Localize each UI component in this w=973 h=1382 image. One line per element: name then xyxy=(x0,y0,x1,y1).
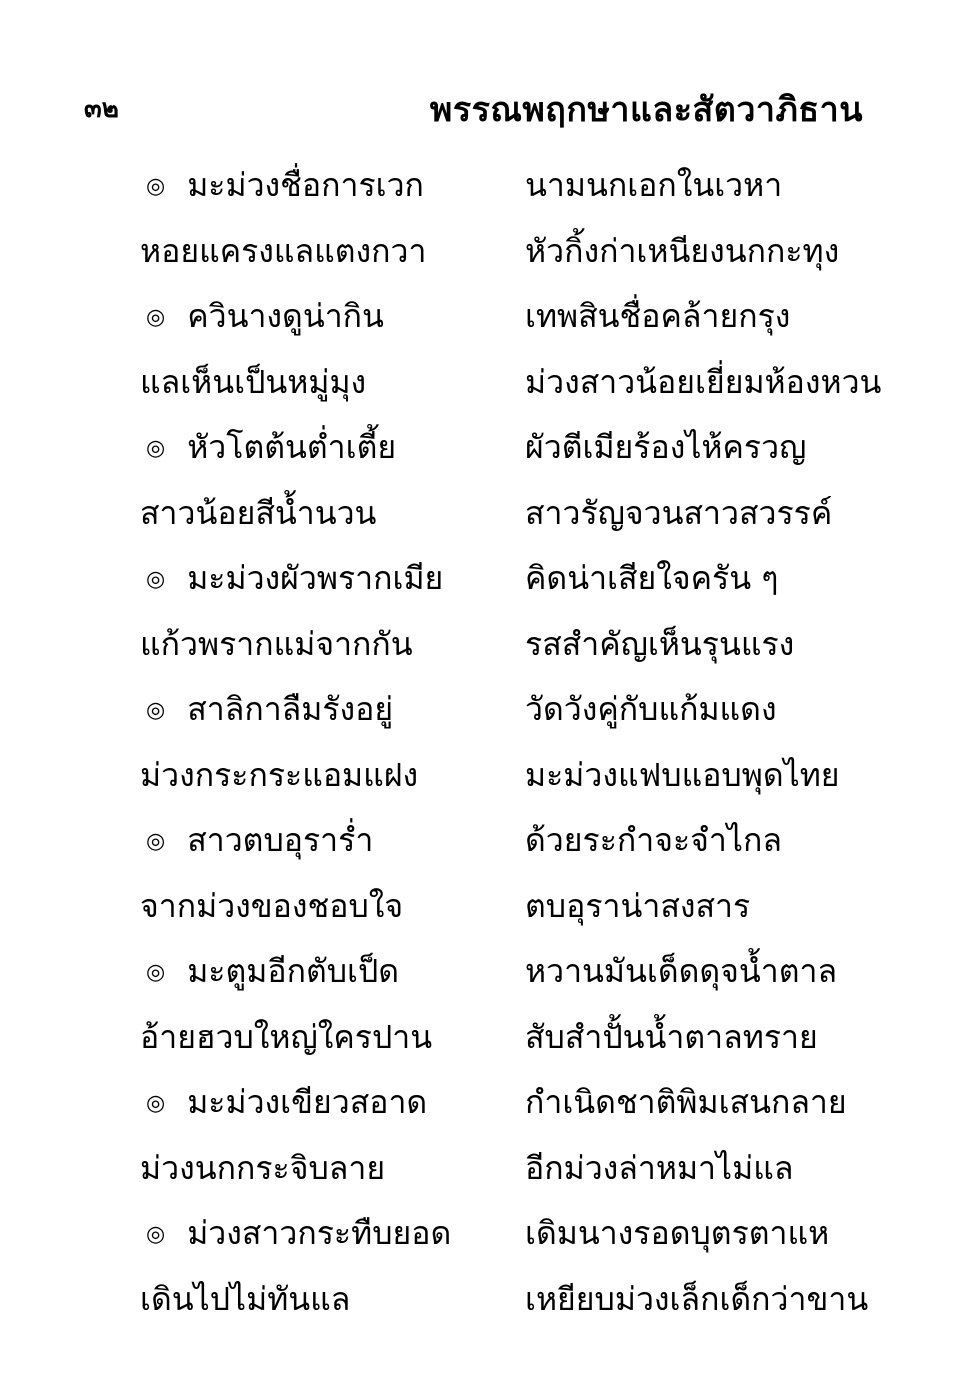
poem-line-right-text: ผัวตีเมียร้องไห้ครวญ xyxy=(525,428,807,466)
poem-line-right-text: เดิมนางรอดบุตรตาแห xyxy=(525,1214,830,1252)
poem-line-left xyxy=(146,553,443,604)
poem-line-left xyxy=(140,750,418,801)
poem-line-left-text: ม่วงนกกระจิบลาย xyxy=(140,1148,386,1187)
poem-line-right-text: อีกม่วงล่าหมาไม่แล xyxy=(525,1148,794,1187)
poem-line xyxy=(0,619,973,685)
poem-line xyxy=(0,815,973,881)
poem-line-right-text: หวานมันเด็ดดุจน้ำตาล xyxy=(525,952,838,990)
poem-line-left-text: มะม่วงชื่อการเวก xyxy=(187,166,424,204)
poem-line-left-text: สาวตบอุราร่ำ xyxy=(187,821,374,859)
poem-line-left xyxy=(146,1208,451,1259)
poem-line xyxy=(0,226,973,292)
poem-line-right-text: เหยียบม่วงเล็กเด็กว่าขาน xyxy=(525,1279,869,1318)
poem-line-left-text: สาวน้อยสีน้ำนวน xyxy=(140,493,377,532)
stanza-marker-icon: ◎ xyxy=(146,1222,166,1247)
poem-line-left xyxy=(140,619,413,670)
poem-line xyxy=(0,160,973,226)
poem-line-left xyxy=(140,1143,385,1194)
poem-line-left-text: แก้วพรากแม่จากกัน xyxy=(140,624,413,663)
poem-line-left xyxy=(140,226,426,277)
poem-line-right-text: กำเนิดชาติพิมเสนกลาย xyxy=(525,1083,847,1121)
poem-body xyxy=(0,160,973,1339)
poem-line xyxy=(0,881,973,947)
stanza-marker-icon: ◎ xyxy=(146,567,166,592)
poem-line xyxy=(0,422,973,488)
stanza-marker-icon: ◎ xyxy=(146,174,166,199)
poem-line-right-text: วัดวังคู่กับแก้มแดง xyxy=(525,690,777,728)
poem-line-left-text: ม่วงสาวกระทืบยอด xyxy=(187,1214,452,1252)
poem-line-right-text: นามนกเอกในเวหา xyxy=(525,166,783,204)
poem-line xyxy=(0,1143,973,1209)
poem-line-right-text: ด้วยระกำจะจำไกล xyxy=(525,821,782,859)
stanza-marker-icon: ◎ xyxy=(146,305,166,330)
stanza-marker-icon: ◎ xyxy=(146,1091,166,1116)
poem-line-left-text: เดินไปไม่ทันแล xyxy=(140,1279,351,1318)
poem-line-left-text: ควินางดูน่ากิน xyxy=(187,297,384,335)
stanza-marker-icon: ◎ xyxy=(146,436,166,461)
poem-line-right-text: มะม่วงแฟบแอบพุดไทย xyxy=(525,755,840,794)
poem-line-left xyxy=(146,946,399,997)
poem-line-left-text: อ้ายฮวบใหญ่ใครปาน xyxy=(140,1017,433,1056)
poem-line xyxy=(0,750,973,816)
page-title: พรรณพฤกษาและสัตวาภิธาน xyxy=(429,90,863,130)
poem-line-left xyxy=(140,1274,350,1325)
poem-line-left-text: มะม่วงผัวพรากเมีย xyxy=(187,559,444,597)
poem-line xyxy=(0,1077,973,1143)
poem-line-right-text: สับสำปั้นน้ำตาลทราย xyxy=(525,1017,818,1056)
poem-line-left-text: หัวโตต้นต่ำเตี้ย xyxy=(187,428,397,466)
poem-line-left-text: ม่วงกระกระแอมแฝง xyxy=(140,755,419,794)
poem-line-right-text: คิดน่าเสียใจครัน ๆ xyxy=(525,559,779,597)
page-number: ๓๒ xyxy=(84,94,119,124)
poem-line xyxy=(0,291,973,357)
poem-line-left xyxy=(146,160,424,211)
poem-line-right-text: ตบอุราน่าสงสาร xyxy=(525,886,751,925)
poem-line-left-text: แลเห็นเป็นหมู่มุง xyxy=(140,362,367,401)
stanza-marker-icon: ◎ xyxy=(146,698,166,723)
poem-line-left xyxy=(146,684,393,735)
poem-line-left-text: หอยแครงแลแตงกวา xyxy=(140,231,427,270)
poem-line-right-text: หัวกิ้งก่าเหนียงนกกะทุง xyxy=(525,231,840,270)
poem-line-left xyxy=(140,881,403,932)
poem-line-left-text: มะม่วงเขียวสอาด xyxy=(187,1083,428,1121)
poem-line-left xyxy=(140,357,366,408)
poem-line xyxy=(0,946,973,1012)
poem-line-right-text: ม่วงสาวน้อยเยี่ยมห้องหวน xyxy=(525,362,882,401)
poem-line-left xyxy=(146,815,373,866)
poem-line xyxy=(0,1012,973,1078)
poem-line-left xyxy=(140,488,376,539)
poem-line-left xyxy=(146,422,396,473)
poem-line-left-text: มะตูมอีกตับเป็ด xyxy=(187,952,400,990)
poem-line-left xyxy=(146,1077,427,1128)
poem-line-right-text: สาวรัญจวนสาวสวรรค์ xyxy=(525,493,833,532)
poem-line xyxy=(0,1274,973,1340)
poem-line xyxy=(0,553,973,619)
poem-line xyxy=(0,488,973,554)
poem-line-left-text: จากม่วงของชอบใจ xyxy=(140,886,404,925)
poem-line-right-text: เทพสินชื่อคล้ายกรุง xyxy=(525,297,791,335)
stanza-marker-icon: ◎ xyxy=(146,960,166,985)
poem-line-left xyxy=(140,1012,432,1063)
stanza-marker-icon: ◎ xyxy=(146,829,166,854)
poem-line xyxy=(0,1208,973,1274)
poem-line xyxy=(0,357,973,423)
poem-line-right-text: รสสำคัญเห็นรุนแรง xyxy=(525,624,795,663)
poem-line-left xyxy=(146,291,384,342)
poem-line xyxy=(0,684,973,750)
poem-line-left-text: สาลิกาลืมรังอยู่ xyxy=(187,690,394,728)
